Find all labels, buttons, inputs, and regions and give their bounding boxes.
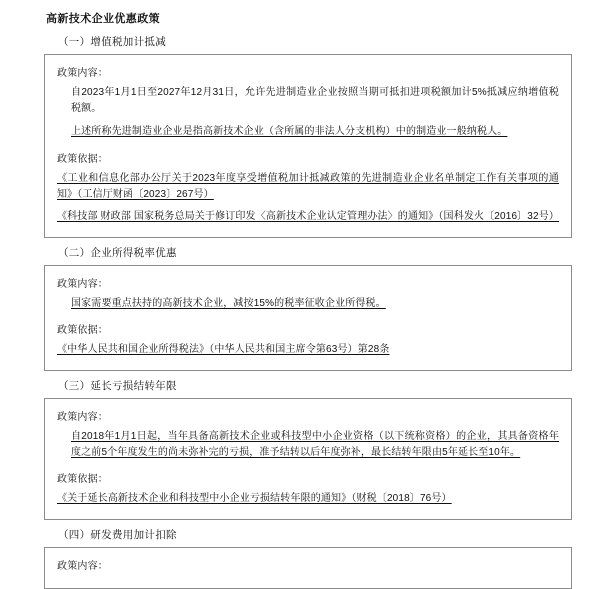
policy-paragraph: 上述所称先进制造业企业是指高新技术企业（含所属的非法人分支机构）中的制造业一般纳税人。 [71,126,508,137]
policy-paragraph: 自2018年1月1日起，当年具备高新技术企业或科技型中小企业资格（以下统称资格）的企业，其具备资格年度之前5个年度发生的尚未弥补完的亏损，准予结转以后年度弥补，最长结转年限由5年延长至10年。 [71,431,559,458]
page-title: 高新技术企业优惠政策 [46,13,160,25]
policy-reference: 《关于延长高新技术企业和科技型中小企业亏损结转年限的通知》（财税〔2018〕76号） [57,493,452,504]
policy-reference: 《中华人民共和国企业所得税法》（中华人民共和国主席令第63号）第28条 [57,344,390,355]
basis-label-2: 政策依据： [57,325,108,336]
policy-box-1 [44,54,572,238]
policy-section-2 [14,245,586,372]
content-label-3: 政策内容： [57,412,108,423]
policy-box-2 [44,265,572,372]
content-label-2: 政策内容： [57,278,108,290]
section-heading-2: （二）企业所得税率优惠 [58,246,177,259]
content-label-4: 政策内容： [57,561,108,572]
basis-label-1: 政策依据： [57,153,108,165]
basis-label-3: 政策依据： [57,474,108,485]
policy-section-1 [14,34,586,238]
policy-box-4 [44,547,572,589]
policy-reference: 《工业和信息化部办公厅关于2023年度享受增值税加计抵减政策的先进制造业企业名单制定工作有关事项的通知》（工信厅财函〔2023〕267号） [57,172,559,200]
section-heading-3: （三）延长亏损结转年限 [58,380,177,392]
policy-reference: 《科技部 财政部 国家税务总局关于修订印发〈高新技术企业认定管理办法〉的通知》（国科发火〔2016〕32号） [57,210,560,222]
policy-paragraph: 自2023年1月1日至2027年12月31日，允许先进制造业企业按照当期可抵扣进项税额加计5%抵减应纳增值税税额。 [71,87,559,114]
policy-section-4 [14,527,586,589]
content-label-1: 政策内容： [57,68,108,79]
section-heading-4: （四）研发费用加计扣除 [58,529,177,541]
section-heading-1: （一）增值税加计抵减 [58,36,166,48]
policy-paragraph: 国家需要重点扶持的高新技术企业，减按15%的税率征收企业所得税。 [71,297,386,309]
policy-section-3 [14,378,586,520]
policy-box-3 [44,398,572,520]
